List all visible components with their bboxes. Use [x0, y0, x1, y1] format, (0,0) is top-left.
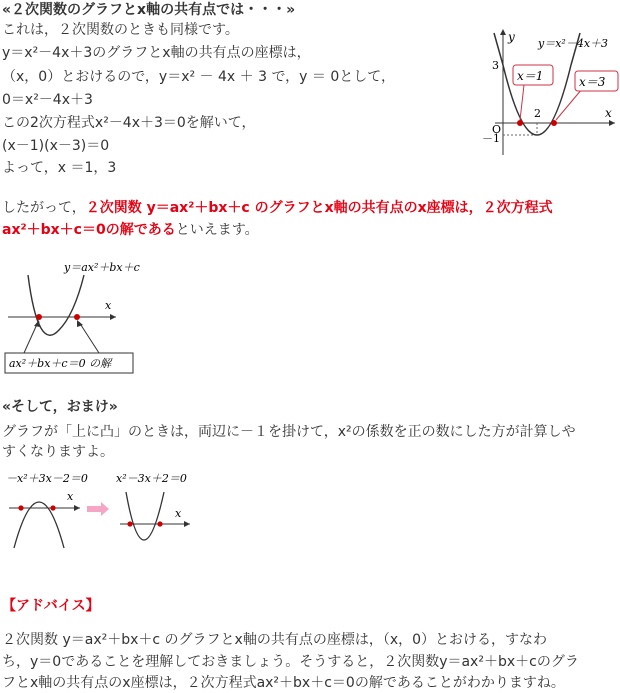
graph1-tick-neg1: －1 [482, 132, 500, 145]
graph1-tick-2: 2 [534, 107, 541, 120]
graph2-general-figure [4, 255, 144, 380]
section1-line-5: この2次方程式x²－4x＋3＝0を解いて， [2, 115, 256, 131]
graph2-point-left [36, 314, 42, 320]
graph2-arrow-right-line [79, 322, 99, 353]
section1-line-3: （x，0）とおけるので，y＝x² － 4x ＋ 3 で，y ＝ 0として， [2, 69, 395, 85]
graph1-callout-right-text: x＝3 [579, 75, 606, 89]
graph1-point-x3 [551, 120, 557, 126]
conclusion-line-1 [2, 198, 553, 218]
graph1-parabola-figure [470, 25, 620, 160]
graph1-tick-3: 3 [492, 59, 499, 72]
conclusion-prefix: したがって， [2, 200, 86, 216]
section2-heading: «そして，おまけ» [2, 399, 118, 415]
graph1-callout-left-pointer [520, 85, 524, 120]
graph1-y-label: y [508, 30, 515, 44]
graph2-equation: y＝ax²＋bx＋c [64, 261, 140, 274]
graph3-right-equation: x²－3x＋2＝0 [116, 472, 187, 485]
advice-heading: 【アドバイス】 [2, 598, 100, 614]
graph1-x-label: x [605, 106, 612, 120]
conclusion-suffix: といえます。 [175, 222, 259, 238]
graph3-right-x-arrow [184, 521, 190, 527]
graph3-right-point-a [127, 521, 132, 526]
graph3-right-parabola [126, 492, 164, 540]
graph3-comparison-figure [4, 468, 204, 553]
graph3-right-x-label: x [175, 507, 182, 520]
graph1-origin: O [492, 123, 502, 136]
graph2-x-arrow [110, 314, 116, 320]
graph3-right-point-b [157, 521, 162, 526]
graph3-left-point-b [50, 505, 55, 510]
graph3-left-x-arrow [74, 505, 80, 511]
section1-line-6: (x－1)(x－3)＝0 [2, 138, 110, 154]
graph1-equation: y＝x²－4x＋3 [538, 37, 609, 50]
advice-line-2: ち，y＝0であることを理解しておきましょう。そうすると，２次関数y＝ax²＋bx＋cのグラ [2, 654, 579, 670]
graph1-callout-left-text: x＝1 [517, 69, 544, 83]
graph3-left-equation: －x²＋3x－2＝0 [6, 472, 88, 485]
graph2-point-right [74, 314, 80, 320]
graph3-left-x-label: x [67, 490, 74, 503]
section2-line-2: すくなりますよ。 [2, 444, 114, 460]
section1-heading: «２次関数のグラフとx軸の共有点では・・・» [2, 2, 296, 18]
graph3-transform-arrow [87, 502, 109, 516]
section2-line-1: グラフが「上に凸」のときは，両辺に－１を掛けて，x²の係数を正の数にした方が計算しや [2, 424, 576, 440]
graph3-left-point-a [18, 505, 23, 510]
graph2-arrow-left-line [24, 322, 38, 353]
section1-line-2: y＝x²－4x＋3のグラフとx軸の共有点の座標は， [2, 45, 311, 61]
conclusion-red-line-1: ２次関数 y＝ax²＋bx＋c のグラフとx軸の共有点のx座標は，２次方程式 [85, 200, 553, 216]
graph1-point-x1 [517, 120, 523, 126]
section1-line-1: これは，２次関数のときも同様です。 [2, 22, 239, 38]
graph1-x-arrow [609, 120, 615, 126]
graph2-x-label: x [105, 299, 112, 312]
graph1-y-arrow [500, 29, 506, 35]
graph2-caption: ax²＋bx＋c＝0 の解 [9, 357, 112, 370]
conclusion-red-line-2: ax²＋bx＋c＝0の解である [2, 222, 176, 238]
section1-line-7: よって，x ＝1，3 [2, 160, 117, 176]
advice-line-1: ２次関数 y＝ax²＋bx＋c のグラフとx軸の共有点の座標は，（x，0）とおける，すなわ [2, 632, 548, 648]
section1-line-4: 0＝x²－4x＋3 [2, 92, 93, 108]
advice-line-3: フとx軸の共有点のx座標は，２次方程式ax²＋bx＋c＝0の解であることがわかりますね。 [2, 675, 565, 691]
conclusion-line-2 [2, 220, 259, 240]
